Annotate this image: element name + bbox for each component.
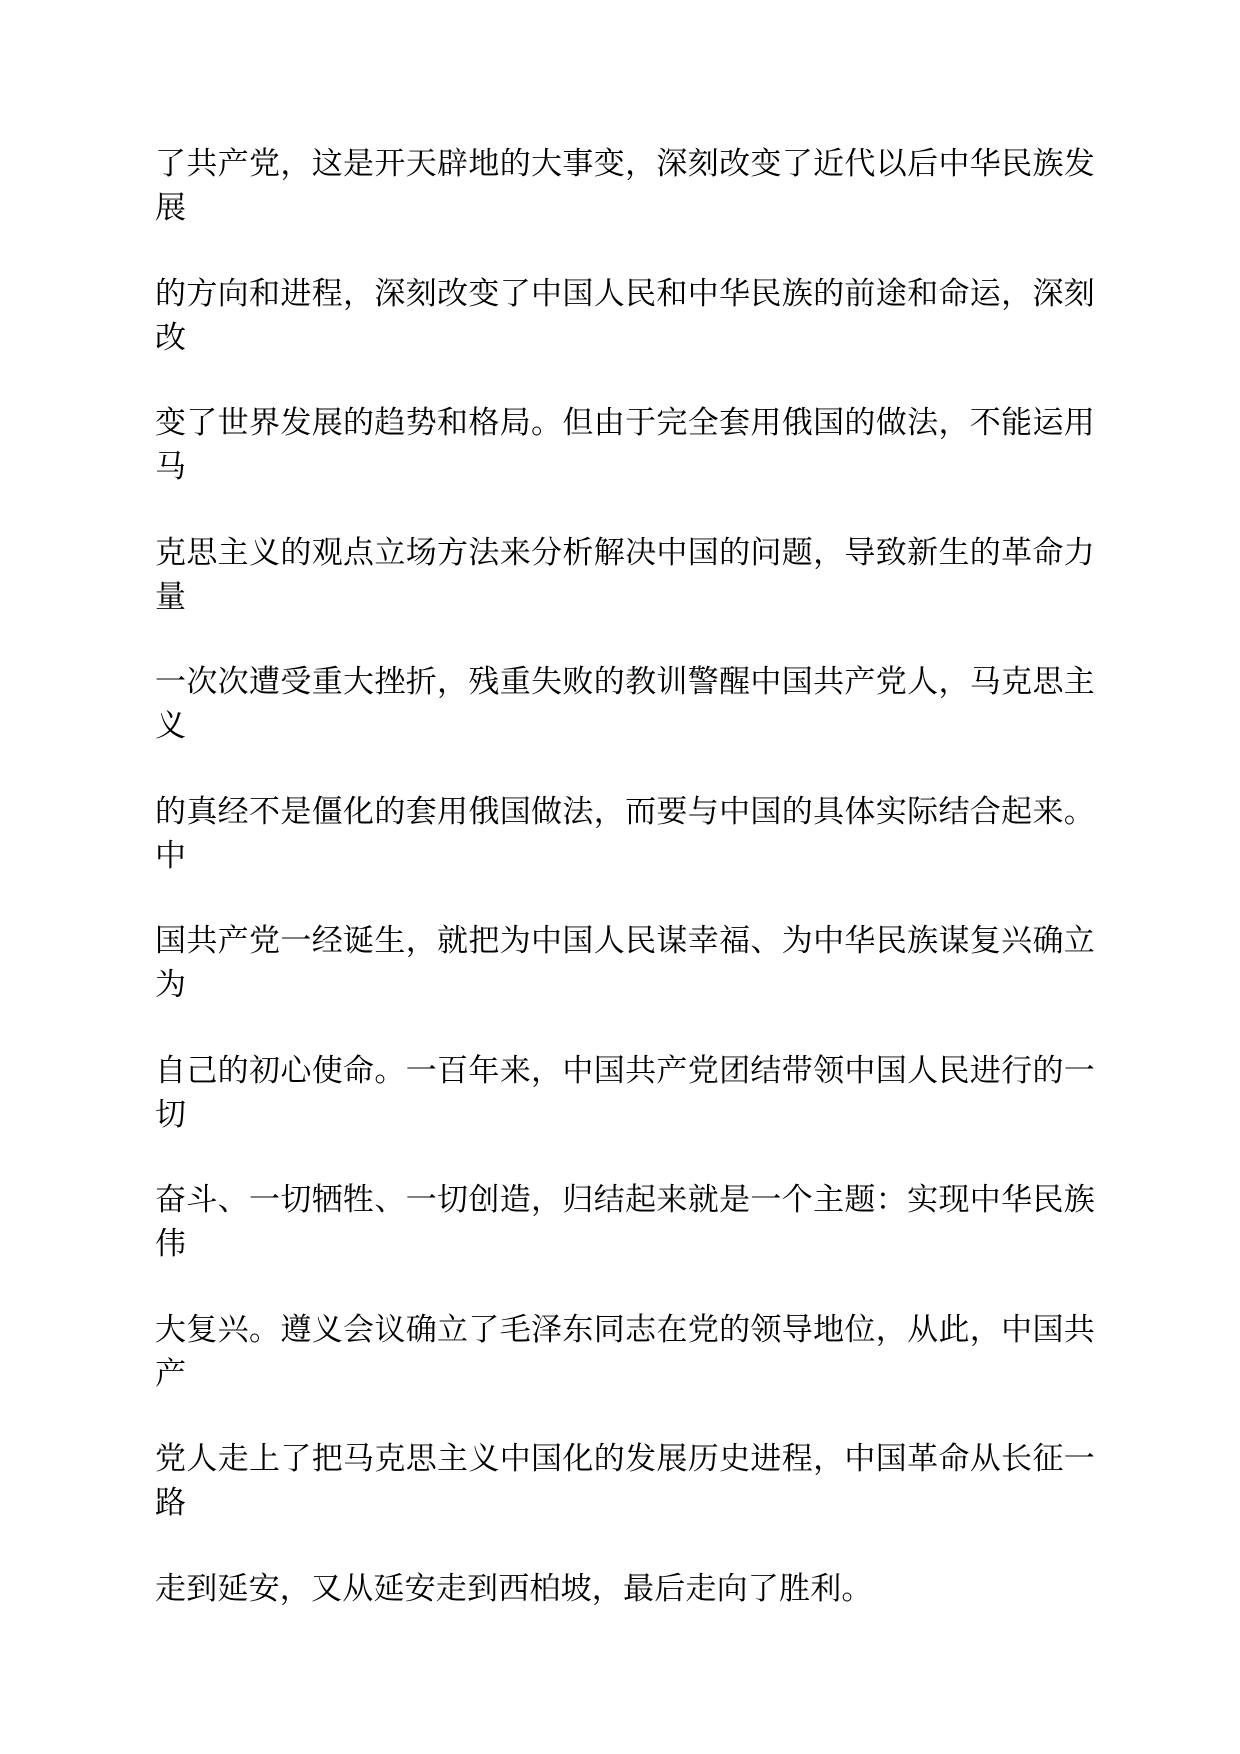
text-line-2: 的方向和进程，深刻改变了中国人民和中华民族的前途和命运，深刻改 [155, 275, 1095, 356]
text-line-4: 克思主义的观点立场方法来分析解决中国的问题，导致新生的革命力量 [155, 534, 1095, 615]
text-line-5: 一次次遭受重大挫折，残重失败的教训警醒中国共产党人，马克思主义 [155, 664, 1095, 744]
text-line-8: 自己的初心使命。一百年来，中国共产党团结带领中国人民进行的一切 [155, 1052, 1095, 1133]
text-line-10: 大复兴。遵义会议确立了毛泽东同志在党的领导地位，从此，中国共产 [155, 1311, 1095, 1392]
text-line-6: 的真经不是僵化的套用俄国做法，而要与中国的具体实际结合起来。中 [155, 793, 1095, 874]
body-paragraph [155, 142, 1095, 1696]
text-line-11: 党人走上了把马克思主义中国化的发展历史进程，中国革命从长征一路 [155, 1441, 1095, 1521]
text-line-3: 变了世界发展的趋势和格局。但由于完全套用俄国的做法，不能运用马 [155, 405, 1095, 485]
text-line-7: 国共产党一经诞生，就把为中国人民谋幸福、为中华民族谋复兴确立为 [155, 923, 1095, 1003]
text-line-12: 走到延安，又从延安走到西柏坡，最后走向了胜利。 [155, 1570, 873, 1607]
text-line-1: 了共产党，这是开天辟地的大事变，深刻改变了近代以后中华民族发展 [155, 146, 1095, 226]
text-line-9: 奋斗、一切牺牲、一切创造，归结起来就是一个主题：实现中华民族伟 [155, 1182, 1095, 1262]
